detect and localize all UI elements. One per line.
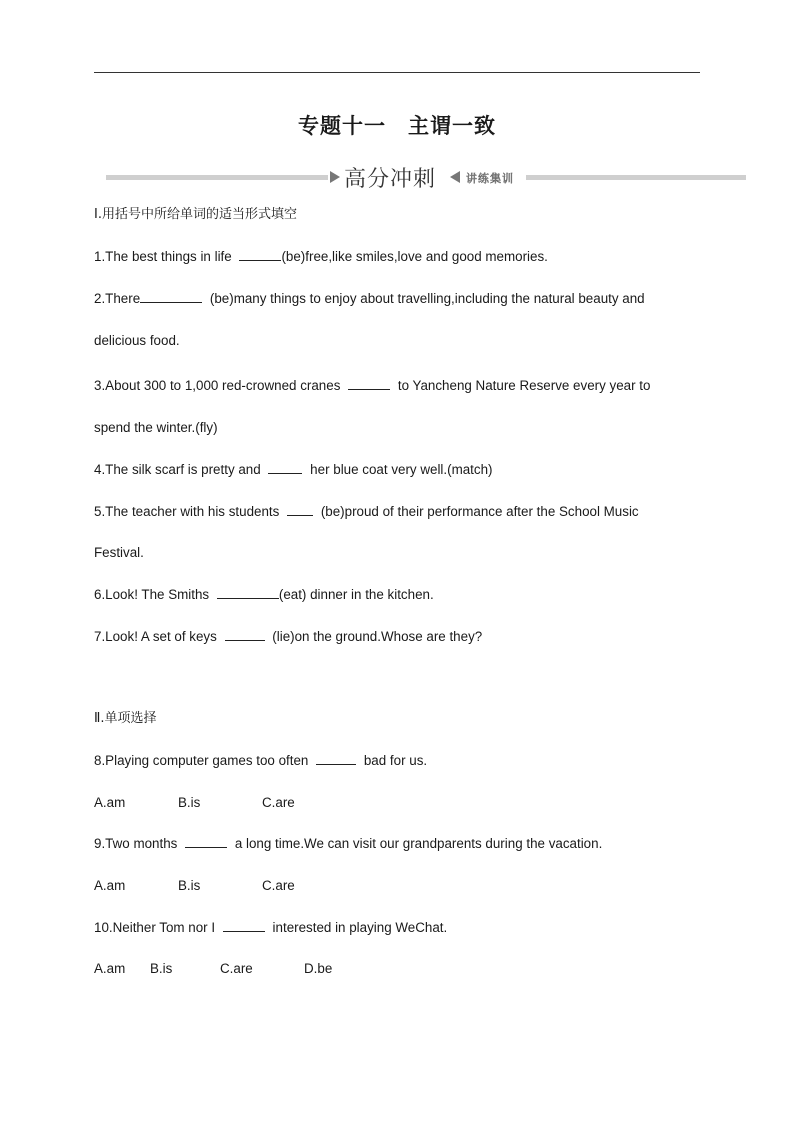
banner-bar-right	[526, 175, 746, 180]
q8-text-a: 8.Playing computer games too often	[94, 753, 309, 768]
page-title: 专题十一 主谓一致	[298, 114, 496, 138]
q2-text-c: delicious food.	[94, 333, 180, 348]
section-banner	[106, 162, 746, 192]
question-1	[94, 248, 548, 266]
banner-subtitle: 讲练集训	[466, 172, 514, 185]
option-c[interactable]: C.are	[220, 961, 253, 976]
banner-bar-left	[106, 175, 328, 180]
q8-text-b: bad for us.	[363, 753, 428, 768]
option-c[interactable]: C.are	[262, 795, 295, 810]
option-b[interactable]: B.is	[150, 961, 173, 976]
question-8	[94, 752, 427, 770]
answer-blank[interactable]	[217, 586, 279, 599]
answer-blank[interactable]	[185, 835, 227, 848]
answer-blank[interactable]	[225, 628, 265, 641]
answer-blank[interactable]	[287, 503, 313, 516]
option-a[interactable]: A.am	[94, 795, 126, 810]
option-a[interactable]: A.am	[94, 961, 126, 976]
q10-text-a: 10.Neither Tom nor I	[94, 920, 216, 935]
q7-text-a: 7.Look! A set of keys	[94, 629, 217, 644]
q3-text-c: spend the winter.(fly)	[94, 420, 218, 435]
q5-text-c: Festival.	[94, 545, 144, 560]
q9-text-b: a long time.We can visit our grandparents during the vacation.	[234, 836, 603, 851]
q5-text-b: (be)proud of their performance after the School Music	[320, 504, 639, 519]
q10-text-b: interested in playing WeChat.	[272, 920, 448, 935]
question-10	[94, 919, 447, 937]
q3-text-b: to Yancheng Nature Reserve every year to	[397, 378, 651, 393]
q2-text-a: 2.There	[94, 291, 141, 306]
q9-text-a: 9.Two months	[94, 836, 178, 851]
question-5	[94, 503, 639, 521]
banner-title: 高分冲刺	[344, 167, 437, 192]
q6-text-a: 6.Look! The Smiths	[94, 587, 210, 602]
answer-blank[interactable]	[268, 461, 302, 474]
question-6	[94, 586, 434, 604]
q5-text-a: 5.The teacher with his students	[94, 504, 280, 519]
answer-blank[interactable]	[316, 752, 356, 765]
q2-text-b: (be)many things to enjoy about travelling,including the natural beauty and	[209, 291, 645, 306]
option-a[interactable]: A.am	[94, 878, 126, 893]
question-9	[94, 835, 602, 853]
triangle-left-icon	[450, 171, 460, 183]
question-2	[94, 290, 645, 308]
answer-blank[interactable]	[348, 377, 390, 390]
q7-text-b: (lie)on the ground.Whose are they?	[272, 629, 483, 644]
answer-blank[interactable]	[239, 248, 281, 261]
section2-heading: Ⅱ.单项选择	[94, 711, 157, 726]
option-c[interactable]: C.are	[262, 878, 295, 893]
triangle-right-icon	[330, 171, 340, 183]
q1-text-b: (be)free,like smiles,love and good memories.	[281, 249, 548, 264]
section1-heading: Ⅰ.用括号中所给单词的适当形式填空	[94, 207, 297, 222]
answer-blank[interactable]	[223, 919, 265, 932]
question-7	[94, 628, 482, 646]
option-b[interactable]: B.is	[178, 878, 201, 893]
q3-text-a: 3.About 300 to 1,000 red-crowned cranes	[94, 378, 341, 393]
question-4	[94, 461, 493, 479]
q1-text-a: 1.The best things in life	[94, 249, 232, 264]
option-b[interactable]: B.is	[178, 795, 201, 810]
top-rule	[94, 72, 700, 73]
option-d[interactable]: D.be	[304, 961, 333, 976]
q4-text-b: her blue coat very well.(match)	[310, 462, 493, 477]
q4-text-a: 4.The silk scarf is pretty and	[94, 462, 261, 477]
question-3	[94, 377, 650, 395]
q6-text-b: (eat) dinner in the kitchen.	[278, 587, 434, 602]
answer-blank[interactable]	[140, 290, 202, 303]
